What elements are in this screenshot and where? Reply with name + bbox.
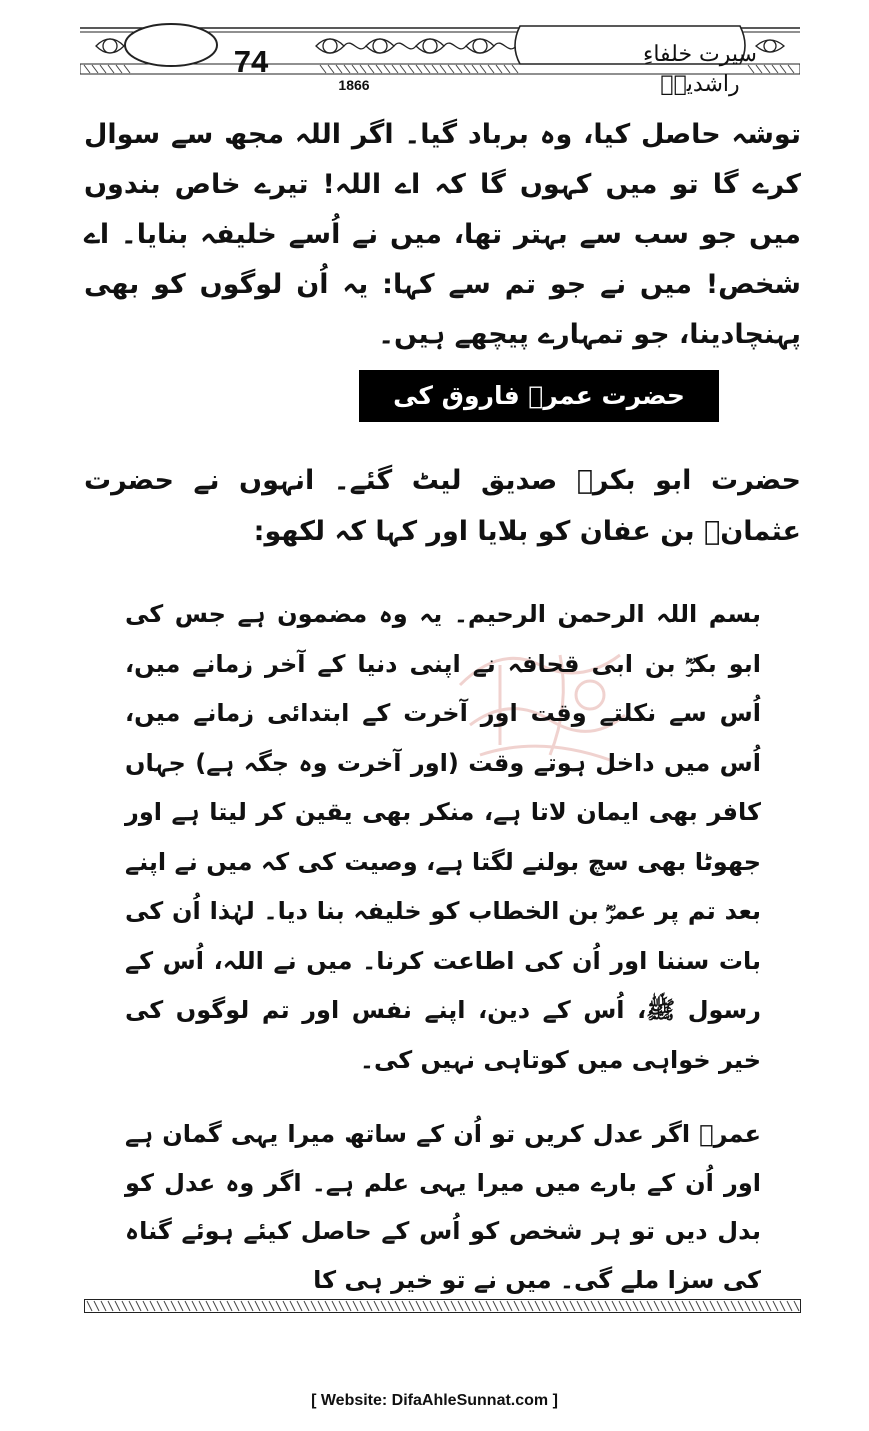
page-header xyxy=(80,18,800,97)
page-number: 74 xyxy=(233,44,269,79)
website-credit: [ Website: DifaAhleSunnat.com ] xyxy=(311,1392,558,1409)
will-quote: بسم اللہ الرحمن الرحیم۔ یہ وہ مضمون ہے جس کی ابو بکرؓ بن ابی قحافہ نے اپنی دنیا کے آخر زمانے میں، اُس سے نکلتے وقت اور آخرت کے ابتدائی زمانے میں، اُس میں داخل ہوتے وقت (اور آخرت وہ جگہ ہے) جہاں کافر بھی ایمان لاتا ہے، منکر بھی یقین کر لیتا ہے اور جھوٹا بھی سچ بولنے لگتا ہے، وصیت کی کہ میں نے اپنے بعد تم پر عمرؓ بن الخطاب کو خلیفہ بنا دیا۔ لہٰذا اُن کی بات سننا اور اُن کی اطاعت کرنا۔ میں نے اللہ، اُس کے رسول ﷺ، اُس کے دین، اپنے نفس اور تم لوگوں کی خیر خواہی میں کوتاہی نہیں کی۔ xyxy=(125,600,761,1074)
footer-border xyxy=(84,1299,801,1313)
paragraph-continued: توشہ حاصل کیا، وہ برباد گیا۔ اگر اللہ مجھ سے سوال کرے گا تو میں کہوں گا کہ اے اللہ! تیرے خاص بندوں میں جو سب سے بہتر تھا، میں نے اُسے خلیفہ بنایا۔ اے شخص! میں نے جو تم سے کہا: یہ اُن لوگوں کو بھی پہنچادینا، جو تمہارے پیچھے ہیں۔ xyxy=(84,119,801,350)
serial-number: 1866 xyxy=(338,77,370,93)
intro-paragraph: حضرت ابو بکرؓ صدیق لیٹ گئے۔ انہوں نے حضرت عثمانؓ بن عفان کو بلایا اور کہا کہ لکھو: xyxy=(84,465,801,547)
section-heading: حضرت عمرؓ فاروق کی نامزدگی کا فرمان xyxy=(359,370,719,422)
book-title: سیرت خلفاءِ راشدینؓ xyxy=(643,42,757,97)
closing-paragraph: عمرؓ اگر عدل کریں تو اُن کے ساتھ میرا یہی گمان ہے اور اُن کے بارے میں میرا یہی علم ہے۔ اگر وہ عدل کو بدل دیں تو ہر شخص کو اُس کے حاصل کیئے ہوئے گناہ کی سزا ملے گی۔ میں نے تو خیر ہی کا xyxy=(125,1120,761,1294)
